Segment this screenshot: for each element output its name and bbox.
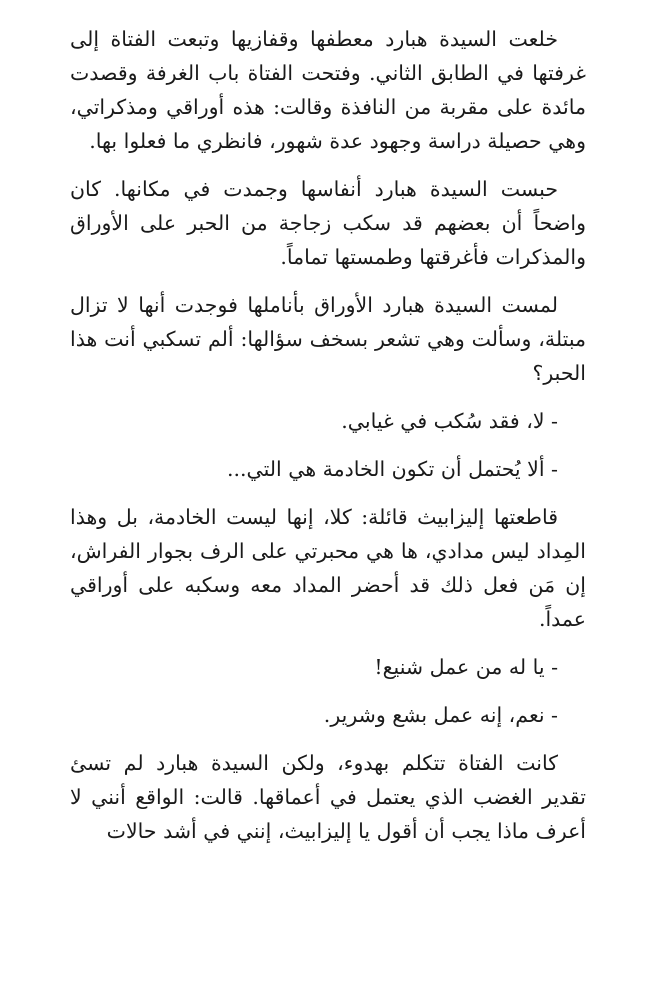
paragraph: خلعت السيدة هبارد معطفها وقفازيها وتبعت الفتاة إلى غرفتها في الطابق الثاني. وفتحت الفتاة باب الغرفة وقصدت مائدة على مقربة من النافذة وقالت: هذه أوراقي ومذكراتي، وهي حصيلة دراسة وجهود عدة شهور، فانظري ما فعلوا بها. [70, 27, 586, 153]
paragraph: كانت الفتاة تتكلم بهدوء، ولكن السيدة هبارد لم تسئ تقدير الغضب الذي يعتمل في أعماقها. قالت: الواقع أنني لا أعرف ماذا يجب أن أقول يا إليزابيث، إنني في أشد حالات [70, 751, 586, 843]
paragraph: لمست السيدة هبارد الأوراق بأناملها فوجدت أنها لا تزال مبتلة، وسألت وهي تشعر بسخف سؤالها: ألم تسكبي أنت هذا الحبر؟ [70, 293, 586, 385]
paragraph: قاطعتها إليزابيث قائلة: كلا، إنها ليست الخادمة، بل وهذا المِداد ليس مدادي، ها هي محبرتي على الرف بجوار الفراش، إن مَن فعل ذلك قد أحضر المداد معه وسكبه على أوراقي عمداً. [70, 505, 586, 631]
dialogue-line: - نعم، إنه عمل بشع وشرير. [323, 703, 558, 727]
paragraph: حبست السيدة هبارد أنفاسها وجمدت في مكانها. كان واضحاً أن بعضهم قد سكب زجاجة من الحبر على الأوراق والمذكرات فأغرقتها وطمستها تماماً. [70, 177, 586, 269]
dialogue-line: - ألا يُحتمل أن تكون الخادمة هي التي... [226, 457, 558, 481]
dialogue-line: - لا، فقد سُكب في غيابي. [341, 409, 558, 433]
book-page [70, 22, 586, 848]
dialogue-line: - يا له من عمل شنيع! [374, 655, 558, 679]
